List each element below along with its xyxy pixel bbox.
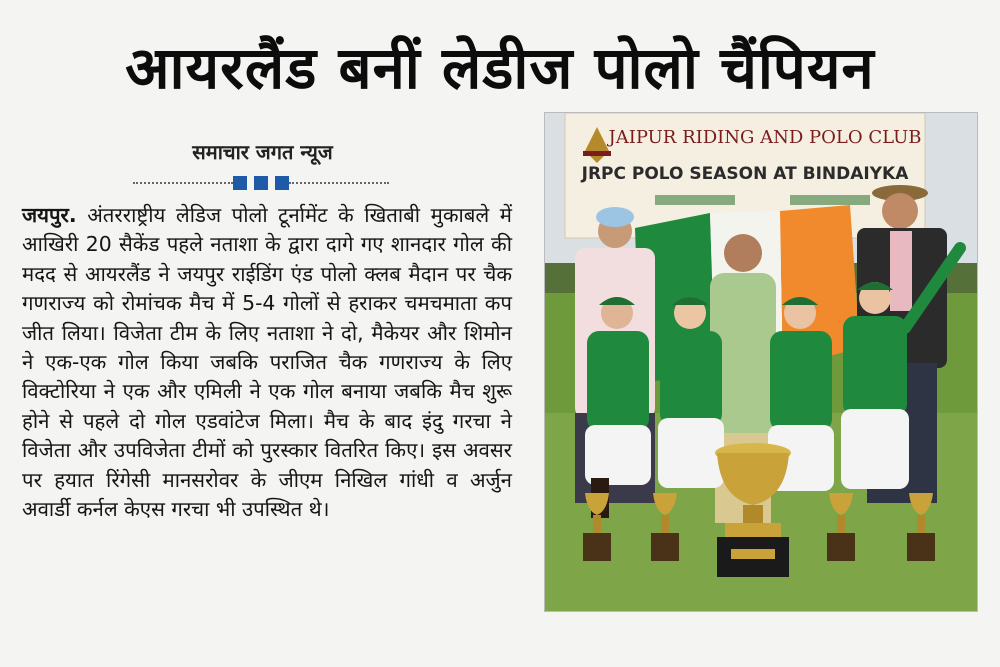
byline-divider (133, 176, 389, 190)
banner-subtitle: JRPC POLO SEASON AT BINDAIYKA (581, 164, 909, 184)
article-text (22, 201, 512, 524)
dateline: जयपुर. (22, 203, 77, 227)
article-body: अंतरराष्ट्रीय लेडिज पोलो टूर्नामेंट के खिताबी मुकाबले में आखिरी 20 सैकेंड पहले नताशा के द्वारा दागे गए शानदार गोल की मदद से आयरलैंड ने जयपुर राईडिंग एंड पोलो क्लब मैदान पर चैक गणराज्य को रोमांचक मैच में 5-4 गोलों से हराकर चमचमाता कप जीत लिया। विजेता टीम के लिए नताशा ने दो, मैकेयर और शिमोन ने एक-एक गोल किया जबकि पराजित चैक गणराज्य के लिए विक्टोरिया ने एक और एमिली ने एक गोल बनाया जबकि मैच शुरू होने से पहले दो गोल एडवांटेज मिला। मैच के बाद इंदु गरचा ने विजेता और उपविजेता टीमों को पुरस्कार वितरित किए। इस अवसर पर हयात रिंगेसी मानसरोवर के जीएम निखिल गांधी व अर्जुन अवार्डी कर्नल केएस गरचा भी उपस्थित थे। (22, 203, 512, 522)
divider-square (233, 176, 247, 190)
divider-square (275, 176, 289, 190)
dotted-rule-left (133, 182, 233, 184)
headline: आयरलैंड बनीं लेडीज पोलो चैंपियन (125, 34, 875, 102)
team-photo (544, 112, 978, 612)
dotted-rule-right (289, 182, 389, 184)
byline: समाचार जगत न्यूज (192, 140, 333, 164)
banner-title: JAIPUR RIDING AND POLO CLUB (608, 127, 922, 148)
divider-square (254, 176, 268, 190)
